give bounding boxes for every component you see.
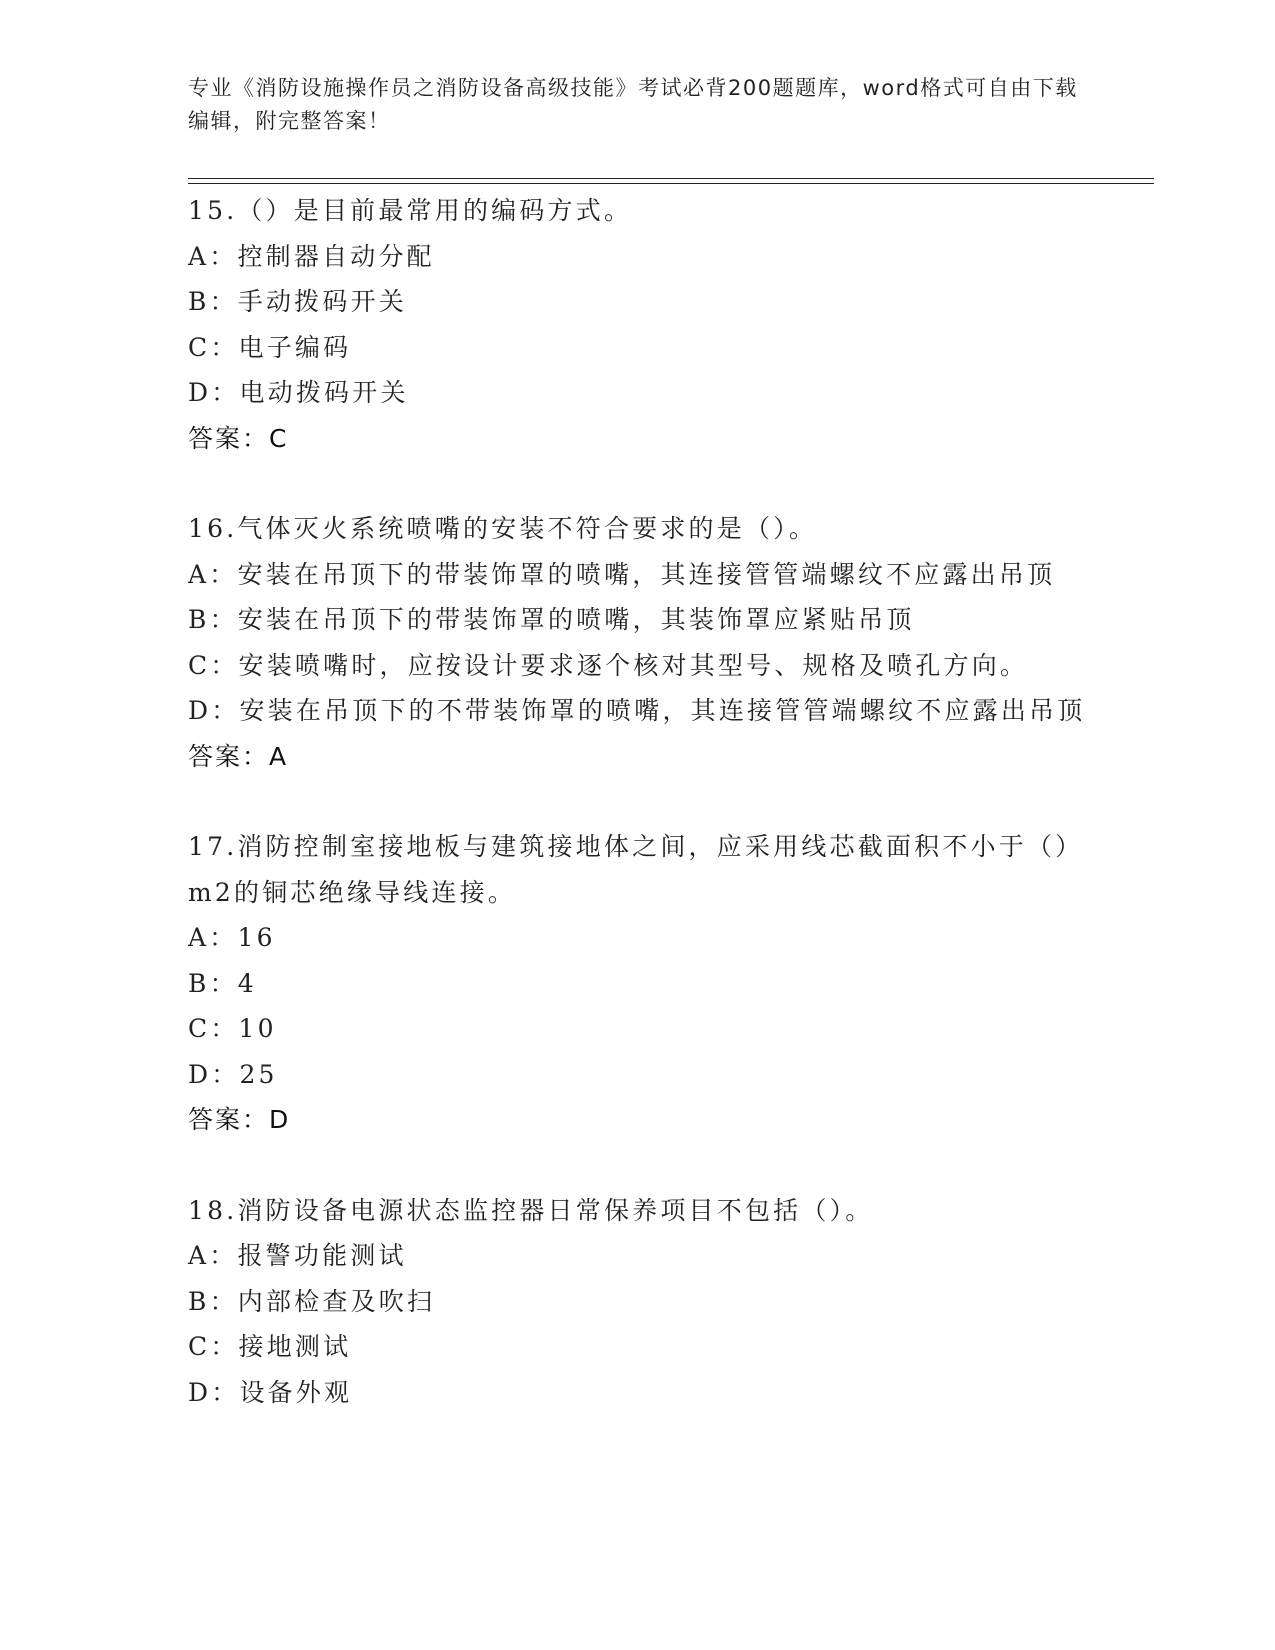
question-17: [188, 824, 1088, 1143]
option-a: [188, 915, 1088, 961]
option-text: 设备外观: [239, 1377, 353, 1407]
option-label: D：: [188, 1377, 240, 1407]
option-label: B：: [188, 287, 238, 316]
option-c: [188, 325, 1088, 371]
option-c: [188, 1006, 1088, 1052]
question-stem: 18.消防设备电源状态监控器日常保养项目不包括（）。: [188, 1195, 874, 1225]
option-text: 手动拨码开关: [237, 287, 407, 316]
option-text: 接地测试: [238, 1332, 352, 1361]
option-a: [188, 552, 1088, 598]
option-text: 内部检查及吹扫: [237, 1286, 436, 1316]
option-text: 电动拨码开关: [239, 378, 409, 407]
option-c: [188, 1324, 1088, 1370]
option-label: C：: [188, 1332, 239, 1361]
option-label: A：: [188, 559, 238, 589]
option-text: 安装在吊顶下的不带装饰罩的喷嘴，其连接管管端螺纹不应露出吊顶: [239, 696, 1086, 725]
option-text: 报警功能测试: [237, 1241, 407, 1270]
option-d: [188, 1370, 1088, 1416]
question-list: [188, 188, 1088, 1460]
answer: 答案：A: [188, 741, 289, 771]
question-stem: 15.（）是目前最常用的编码方式。: [188, 196, 633, 225]
option-label: D：: [188, 1059, 240, 1089]
document-header: 专业《消防设施操作员之消防设备高级技能》考试必背200题题库，word格式可自由下载编辑，附完整答案！: [188, 76, 1078, 133]
option-label: D：: [188, 378, 240, 407]
option-label: B：: [188, 1286, 238, 1316]
option-label: C：: [188, 1014, 239, 1043]
option-b: [188, 961, 1088, 1007]
option-text: 4: [237, 968, 257, 998]
answer: 答案：D: [188, 1105, 291, 1134]
question-18: [188, 1188, 1088, 1416]
option-text: 安装在吊顶下的带装饰罩的喷嘴，其连接管管端螺纹不应露出吊顶: [237, 559, 1056, 589]
option-d: [188, 688, 1088, 734]
option-text: 电子编码: [238, 332, 352, 362]
question-stem: 17.消防控制室接地板与建筑接地体之间，应采用线芯截面积不小于（）m2的铜芯绝缘导线连接。: [188, 832, 1084, 907]
header-divider-top: [188, 178, 1154, 179]
question-15: [188, 188, 1088, 461]
option-label: B：: [188, 605, 238, 634]
option-label: A：: [188, 1241, 238, 1270]
question-16: [188, 506, 1088, 779]
option-b: [188, 279, 1088, 325]
option-label: D：: [188, 696, 240, 725]
answer: 答案：C: [188, 423, 289, 453]
option-text: 10: [238, 1014, 277, 1043]
option-text: 安装喷嘴时，应按设计要求逐个核对其型号、规格及喷孔方向。: [238, 650, 1029, 680]
option-d: [188, 370, 1088, 416]
option-label: C：: [188, 650, 239, 680]
option-text: 16: [237, 923, 276, 952]
question-stem: 16.气体灭火系统喷嘴的安装不符合要求的是（）。: [188, 514, 818, 543]
option-label: B：: [188, 968, 238, 998]
option-label: A：: [188, 923, 238, 952]
header-divider-bottom: [188, 183, 1154, 184]
option-b: [188, 597, 1088, 643]
option-label: C：: [188, 332, 239, 362]
option-text: 25: [239, 1059, 278, 1089]
option-d: [188, 1052, 1088, 1098]
option-c: [188, 643, 1088, 689]
option-text: 安装在吊顶下的带装饰罩的喷嘴，其装饰罩应紧贴吊顶: [237, 605, 915, 634]
option-b: [188, 1279, 1088, 1325]
option-label: A：: [188, 241, 238, 271]
option-text: 控制器自动分配: [237, 241, 435, 271]
option-a: [188, 234, 1088, 280]
option-a: [188, 1233, 1088, 1279]
